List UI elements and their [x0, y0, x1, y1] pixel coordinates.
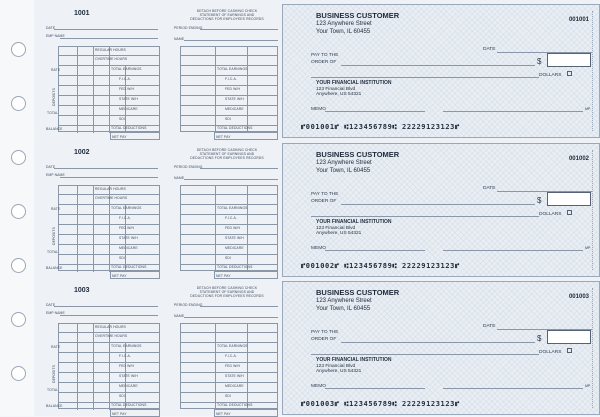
- stub-deductions-table: [180, 185, 278, 271]
- fed-label-2: FED W/H: [225, 364, 241, 368]
- binder-hole: [11, 150, 26, 165]
- stub-detach-text: DETACH BEFORE CASHING CHECK: [196, 148, 258, 152]
- stub-date-label: DATE: [46, 26, 56, 30]
- stub-emp-label: EMP NAME: [46, 34, 65, 38]
- check: [282, 4, 600, 138]
- bank-street: 123 Financial Blvd: [316, 225, 356, 231]
- stub-deductions-text: DEDUCTIONS FOR EMPLOYEES RECORDS: [190, 17, 264, 21]
- binder-hole: [11, 366, 26, 381]
- state-label-2: STATE W/H: [225, 374, 244, 378]
- mp-label: MP: [585, 384, 591, 388]
- signature-line[interactable]: [443, 250, 583, 251]
- memo-line[interactable]: [325, 250, 425, 251]
- micr-line: ⑈001001⑈ ⑆123456789⑆ 22229123123⑈: [301, 123, 460, 131]
- fica-label-2: F.I.C.A.: [225, 77, 237, 81]
- fed-label-2: FED W/H: [225, 87, 241, 91]
- total-earnings-label: TOTAL EARNINGS: [111, 67, 142, 71]
- mp-label: MP: [585, 246, 591, 250]
- stub-detach-text: DETACH BEFORE CASHING CHECK: [196, 286, 258, 290]
- stub-name-label: NAME: [174, 314, 185, 318]
- net-pay-label: NET PAY: [112, 274, 127, 278]
- dollars-label: DOLLARS: [539, 212, 562, 217]
- fica-label: F.I.C.A.: [119, 77, 131, 81]
- stub-period-label: PERIOD ENDING: [174, 165, 203, 169]
- net-pay-label: NET PAY: [112, 135, 127, 139]
- check: [282, 281, 600, 415]
- medicare-label-2: MEDICARE: [225, 107, 244, 111]
- state-label: STATE W/H: [119, 97, 138, 101]
- balance-label: BALANCE: [46, 266, 63, 270]
- pay-to-label: PAY TO THE: [311, 192, 339, 197]
- dollars-label: DOLLARS: [539, 73, 562, 78]
- micr-line: ⑈001003⑈ ⑆123456789⑆ 22229123123⑈: [301, 400, 460, 408]
- net-pay-label-2: NET PAY: [216, 274, 231, 278]
- stub-deductions-text: DEDUCTIONS FOR EMPLOYEES RECORDS: [190, 294, 264, 298]
- amount-box[interactable]: [547, 330, 591, 344]
- regular-hours-label: REGULAR HOURS: [95, 187, 126, 191]
- stub-date-label: DATE: [46, 165, 56, 169]
- lock-icon: [567, 71, 572, 76]
- total-earnings-label-2: TOTAL EARNINGS: [217, 344, 248, 348]
- order-of-label: ORDER OF: [311, 199, 337, 204]
- rate-label: RATE: [51, 68, 61, 72]
- stub-name-label: NAME: [174, 176, 185, 180]
- sdi-label: SDI: [119, 394, 125, 398]
- business-city: Your Town, IL 60455: [316, 168, 371, 174]
- medicare-label-2: MEDICARE: [225, 246, 244, 250]
- fica-label: F.I.C.A.: [119, 216, 131, 220]
- dollar-sign: $: [537, 196, 542, 205]
- binder-hole: [11, 96, 26, 111]
- regular-hours-label: REGULAR HOURS: [95, 48, 126, 52]
- sdi-label-2: SDI: [225, 256, 231, 260]
- business-city: Your Town, IL 60455: [316, 306, 371, 312]
- fed-label-2: FED W/H: [225, 226, 241, 230]
- payroll-stub: [40, 285, 280, 417]
- date-label: DATE: [483, 47, 496, 52]
- business-street: 123 Anywhere Street: [316, 298, 372, 304]
- state-label: STATE W/H: [119, 236, 138, 240]
- payee-line[interactable]: [341, 65, 535, 66]
- mp-label: MP: [585, 107, 591, 111]
- sdi-label: SDI: [119, 117, 125, 121]
- total-earnings-label-2: TOTAL EARNINGS: [217, 206, 248, 210]
- total-earnings-label-2: TOTAL EARNINGS: [217, 67, 248, 71]
- total-earnings-label: TOTAL EARNINGS: [111, 206, 142, 210]
- medicare-label: MEDICARE: [119, 107, 138, 111]
- binder-hole: [11, 312, 26, 327]
- rate-label: RATE: [51, 345, 61, 349]
- security-strip: [592, 288, 598, 408]
- balance-label: BALANCE: [46, 404, 63, 408]
- binder-hole: [11, 42, 26, 57]
- sdi-label-2: SDI: [225, 117, 231, 121]
- dollar-sign: $: [537, 334, 542, 343]
- bank-info: [316, 220, 391, 237]
- stub-period-label: PERIOD ENDING: [174, 26, 203, 30]
- stub-statement-text: STATEMENT OF EARNINGS AND: [199, 290, 255, 294]
- stub-deductions-text: DEDUCTIONS FOR EMPLOYEES RECORDS: [190, 156, 264, 160]
- lock-icon: [567, 348, 572, 353]
- micr-line: ⑈001002⑈ ⑆123456789⑆ 22229123123⑈: [301, 262, 460, 270]
- written-amount-line[interactable]: [311, 354, 539, 355]
- bank-info: [316, 81, 391, 98]
- stub-number: 1002: [74, 149, 90, 156]
- binder-hole-strip: [0, 0, 34, 416]
- binder-hole: [11, 204, 26, 219]
- order-of-label: ORDER OF: [311, 60, 337, 65]
- business-name: BUSINESS CUSTOMER: [316, 288, 400, 297]
- memo-line[interactable]: [325, 388, 425, 389]
- memo-label: MEMO: [311, 384, 326, 389]
- business-city: Your Town, IL 60455: [316, 29, 371, 35]
- dollars-label: DOLLARS: [539, 350, 562, 355]
- business-street: 123 Anywhere Street: [316, 21, 372, 27]
- overtime-hours-label: OVERTIME HOURS: [95, 57, 128, 61]
- check-number: 001002: [568, 156, 589, 162]
- check-row: [34, 281, 600, 417]
- fed-label: FED W/H: [119, 87, 135, 91]
- overtime-hours-label: OVERTIME HOURS: [95, 196, 128, 200]
- total-deductions-label-2: TOTAL DEDUCTIONS: [217, 265, 253, 269]
- bank-city: Anywhere, US 54321: [316, 92, 362, 98]
- medicare-label: MEDICARE: [119, 384, 138, 388]
- bank-info: [316, 358, 391, 375]
- fed-label: FED W/H: [119, 364, 135, 368]
- payroll-stub: [40, 8, 280, 140]
- security-strip: [592, 150, 598, 270]
- lock-icon: [567, 210, 572, 215]
- stub-emp-label: EMP NAME: [46, 173, 65, 177]
- signature-line[interactable]: [443, 388, 583, 389]
- total-deductions-label: TOTAL DEDUCTIONS: [111, 403, 147, 407]
- rate-label: RATE: [51, 207, 61, 211]
- pay-to-label: PAY TO THE: [311, 330, 339, 335]
- net-pay-label: NET PAY: [112, 412, 127, 416]
- payee-line[interactable]: [341, 204, 535, 205]
- fica-label: F.I.C.A.: [119, 354, 131, 358]
- stub-statement-text: STATEMENT OF EARNINGS AND: [199, 152, 255, 156]
- medicare-label: MEDICARE: [119, 246, 138, 250]
- signature-line[interactable]: [443, 111, 583, 112]
- check-row: [34, 4, 600, 140]
- bank-street: 123 Financial Blvd: [316, 363, 356, 369]
- date-label: DATE: [483, 324, 496, 329]
- written-amount-line[interactable]: [311, 77, 539, 78]
- fica-label-2: F.I.C.A.: [225, 216, 237, 220]
- sdi-label-2: SDI: [225, 394, 231, 398]
- stub-period-label: PERIOD ENDING: [174, 303, 203, 307]
- payroll-stub: [40, 147, 280, 279]
- total-deductions-label-2: TOTAL DEDUCTIONS: [217, 403, 253, 407]
- bank-city: Anywhere, US 54321: [316, 369, 362, 375]
- net-pay-label-2: NET PAY: [216, 412, 231, 416]
- date-label: DATE: [483, 186, 496, 191]
- bank-name: YOUR FINANCIAL INSTITUTION: [316, 357, 392, 363]
- deposits-label: DEPOSITS: [51, 227, 56, 245]
- fed-label: FED W/H: [119, 226, 135, 230]
- check: [282, 143, 600, 277]
- total-earnings-label: TOTAL EARNINGS: [111, 344, 142, 348]
- sdi-label: SDI: [119, 256, 125, 260]
- amount-box[interactable]: [547, 192, 591, 206]
- stub-detach-text: DETACH BEFORE CASHING CHECK: [196, 9, 258, 13]
- bank-city: Anywhere, US 54321: [316, 231, 362, 237]
- medicare-label-2: MEDICARE: [225, 384, 244, 388]
- total-label: TOTAL: [47, 111, 59, 115]
- business-street: 123 Anywhere Street: [316, 160, 372, 166]
- bank-street: 123 Financial Blvd: [316, 86, 356, 92]
- bank-name: YOUR FINANCIAL INSTITUTION: [316, 219, 392, 225]
- business-name: BUSINESS CUSTOMER: [316, 11, 400, 20]
- written-amount-line[interactable]: [311, 216, 539, 217]
- state-label-2: STATE W/H: [225, 97, 244, 101]
- check-number: 001003: [568, 294, 589, 300]
- total-deductions-label: TOTAL DEDUCTIONS: [111, 265, 147, 269]
- business-name: BUSINESS CUSTOMER: [316, 150, 400, 159]
- fica-label-2: F.I.C.A.: [225, 354, 237, 358]
- total-label: TOTAL: [47, 250, 59, 254]
- total-deductions-label: TOTAL DEDUCTIONS: [111, 126, 147, 130]
- order-of-label: ORDER OF: [311, 337, 337, 342]
- pay-to-label: PAY TO THE: [311, 53, 339, 58]
- dollar-sign: $: [537, 57, 542, 66]
- total-label: TOTAL: [47, 388, 59, 392]
- stub-number: 1001: [74, 10, 90, 17]
- stub-number: 1003: [74, 287, 90, 294]
- deposits-label: DEPOSITS: [51, 88, 56, 106]
- regular-hours-label: REGULAR HOURS: [95, 325, 126, 329]
- payee-line[interactable]: [341, 342, 535, 343]
- state-label-2: STATE W/H: [225, 236, 244, 240]
- memo-label: MEMO: [311, 246, 326, 251]
- total-deductions-label-2: TOTAL DEDUCTIONS: [217, 126, 253, 130]
- binder-hole: [11, 258, 26, 273]
- check-number: 001001: [568, 17, 589, 23]
- net-pay-label-2: NET PAY: [216, 135, 231, 139]
- balance-label: BALANCE: [46, 127, 63, 131]
- check-row: [34, 143, 600, 279]
- amount-box[interactable]: [547, 53, 591, 67]
- bank-name: YOUR FINANCIAL INSTITUTION: [316, 80, 392, 86]
- memo-label: MEMO: [311, 107, 326, 112]
- stub-statement-text: STATEMENT OF EARNINGS AND: [199, 13, 255, 17]
- overtime-hours-label: OVERTIME HOURS: [95, 334, 128, 338]
- deposits-label: DEPOSITS: [51, 365, 56, 383]
- security-strip: [592, 11, 598, 131]
- stub-deductions-table: [180, 46, 278, 132]
- memo-line[interactable]: [325, 111, 425, 112]
- stub-date-label: DATE: [46, 303, 56, 307]
- stub-emp-label: EMP NAME: [46, 311, 65, 315]
- stub-name-label: NAME: [174, 37, 185, 41]
- state-label: STATE W/H: [119, 374, 138, 378]
- stub-deductions-table: [180, 323, 278, 409]
